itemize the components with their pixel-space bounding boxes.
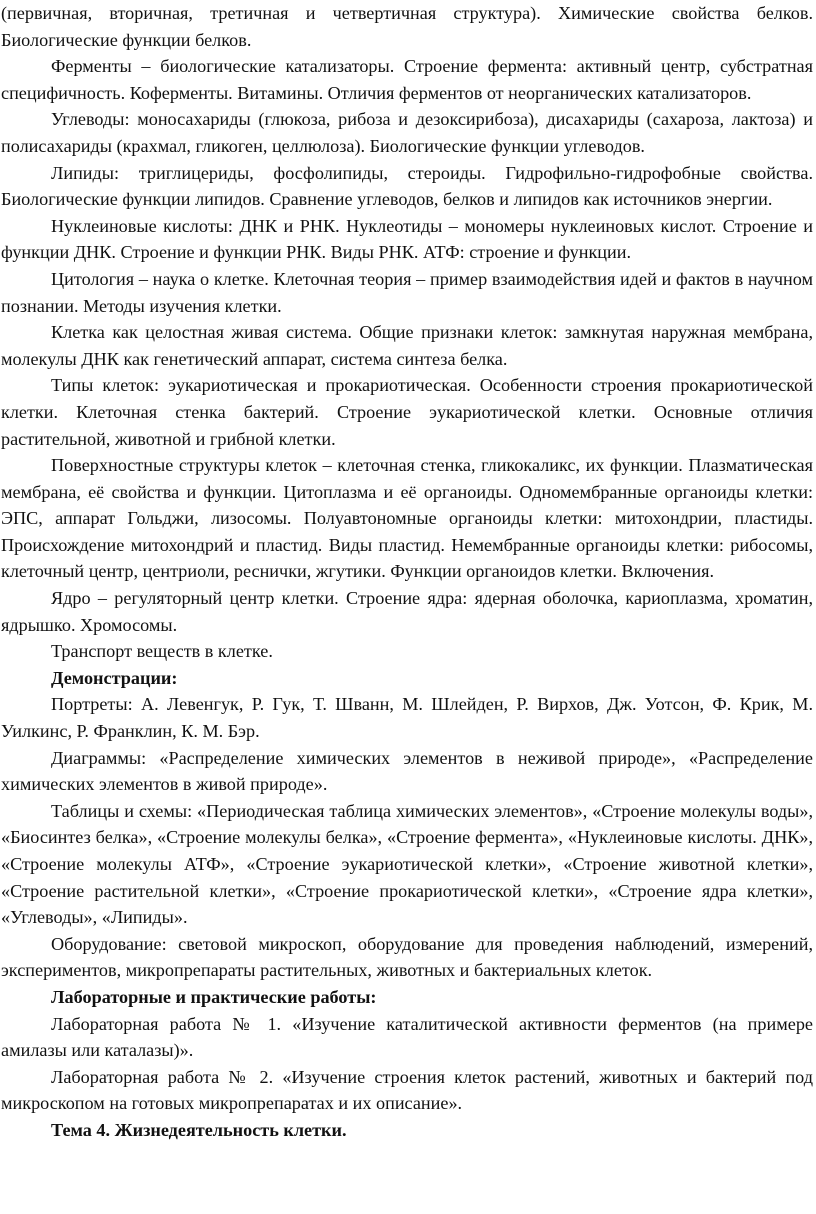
heading-demonstrations: Демонстрации: [51,667,178,688]
paragraph-cell-system: Клетка как целостная живая система. Общие признаки клеток: замкнутая наружная мембрана, молекулы ДНК как генетический аппарат, система синтеза белка. [1,322,813,369]
paragraph-cytology: Цитология – наука о клетке. Клеточная теория – пример взаимодействия идей и фактов в научном познании. Методы изучения клетки. [1,268,813,316]
paragraph-enzymes: Ферменты – биологические катализаторы. Строение фермента: активный центр, субстратная специфичность. Коферменты. Витамины. Отличия ферментов от неорганических катализаторов. [1,56,813,103]
paragraph-cell-types: Типы клеток: эукариотическая и прокариотическая. Особенности строения прокариотической клетки. Клеточная стенка бактерий. Строение эукариотической клетки. Основные отличия растительной, животной и грибной клетки. [1,375,813,449]
paragraph-transport: Транспорт веществ в клетке. [51,641,273,662]
paragraph-protein-structure: (первичная, вторичная, третичная и четвертичная структура). Химические свойства белков. Биологические функции белков. [1,3,813,50]
paragraph-organelles: Поверхностные структуры клеток – клеточная стенка, гликокаликс, их функции. Плазматическая мембрана, её свойства и функции. Цитоплазма и её органоиды. Одномембранные органоиды клетки: ЭПС, аппарат Гольджи, лизосомы. Полуавтономные органоиды клетки: митохондрии, пластиды. Происхождение митохондрий и пластид. Виды пластид. Немембранные органоиды клетки: рибосомы, клеточный центр, центриоли, реснички, жгутики. Функции органоидов клетки. Включения. [1,455,813,582]
paragraph-nucleic-acids: Нуклеиновые кислоты: ДНК и РНК. Нуклеотиды – мономеры нуклеиновых кислот. Строение и функции ДНК. Строение и функции РНК. Виды РНК. АТФ: строение и функции. [1,215,813,263]
paragraph-lab-2: Лабораторная работа № 2. «Изучение строения клеток растений, животных и бактерий под микроскопом на готовых микропрепаратах и их описание». [1,1066,813,1114]
paragraph-carbohydrates: Углеводы: моносахариды (глюкоза, рибоза и дезоксирибоза), дисахариды (сахароза, лактоза) и полисахариды (крахмал, гликоген, целлюлоза). Биологические функции углеводов. [1,109,813,156]
heading-lab-works: Лабораторные и практические работы: [51,986,377,1007]
paragraph-tables: Таблицы и схемы: «Периодическая таблица химических элементов», «Строение молекулы воды», «Биосинтез белка», «Строение молекулы белка», «Строение фермента», «Нуклеиновые кислоты. ДНК», «Строение молекулы АТФ», «Строение эукариотической клетки», «Строение животной клетки», «Строение растительной клетки», «Строение прокариотической клетки», «Строение ядра клетки», «Углеводы», «Липиды». [1,800,813,928]
paragraph-diagrams: Диаграммы: «Распределение химических элементов в неживой природе», «Распределение химических элементов в живой природе». [1,747,813,795]
paragraph-equipment: Оборудование: световой микроскоп, оборудование для проведения наблюдений, измерений, экспериментов, микропрепараты растительных, животных и бактериальных клеток. [1,933,813,981]
paragraph-lab-1: Лабораторная работа № 1. «Изучение каталитической активности ферментов (на примере амилазы или каталазы)». [1,1013,813,1061]
heading-topic-4: Тема 4. Жизнедеятельность клетки. [51,1119,347,1140]
paragraph-lipids: Липиды: триглицериды, фосфолипиды, стероиды. Гидрофильно-гидрофобные свойства. Биологические функции липидов. Сравнение углеводов, белков и липидов как источников энергии. [1,162,813,210]
paragraph-portraits: Портреты: А. Левенгук, Р. Гук, Т. Шванн, М. Шлейден, Р. Вирхов, Дж. Уотсон, Ф. Крик, М. Уилкинс, Р. Франклин, К. М. Бэр. [1,694,813,742]
paragraph-nucleus: Ядро – регуляторный центр клетки. Строение ядра: ядерная оболочка, кариоплазма, хроматин, ядрышко. Хромосомы. [1,588,813,635]
